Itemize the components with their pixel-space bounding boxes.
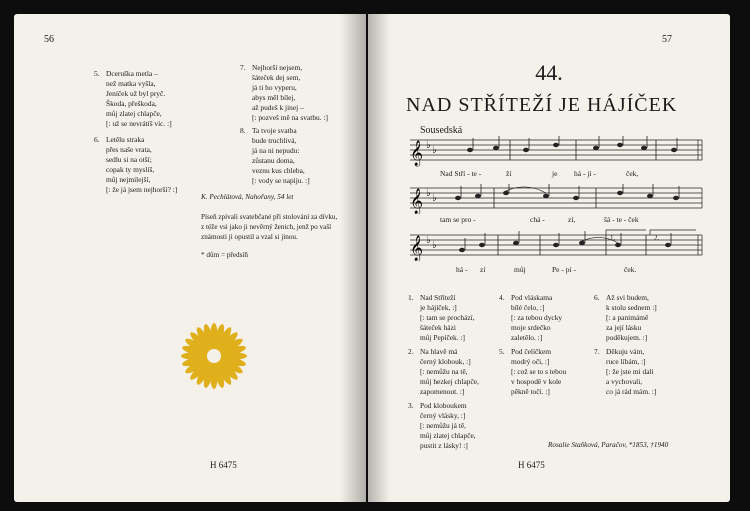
right-page: [368, 14, 730, 502]
lyric-1-5: ček,: [626, 169, 639, 178]
gutter-shadow: [368, 14, 390, 502]
stanza-4: 4. Pod vláskama bílé čelo, :] [: za tebou dycky moje srdečko zaletělo. :]: [499, 293, 563, 342]
page-number-left: 56: [44, 34, 54, 45]
lyric-2-1: tam se pro -: [440, 215, 476, 224]
svg-text:♭: ♭: [426, 140, 431, 151]
stanza-6: 6. Letělu straka přes naše vrata, sedlu si na otší; copak ty myslíš, můj nejmilejší, [: že já jsem nejhorší? :]: [94, 135, 178, 194]
stanza-1: 1. Nad Stříteží je hájíček, :] [: tam se prochází, šáteček házi můj Pepíček. :]: [408, 293, 475, 342]
svg-text:♭: ♭: [426, 188, 431, 199]
stanza-3: 3. Pod kloboukem černý vlásky, :] [: nemůžu já tě, můj zlatej chlapče, pustit z lásky! :]: [408, 401, 476, 450]
svg-text:♭: ♭: [426, 235, 431, 246]
music-staff-2: [406, 184, 706, 214]
music-staff-3: [406, 229, 706, 261]
tempo-marking: Sousedská: [420, 125, 463, 136]
stanza-6: 6. Až svi budem, k stolu sednem :] [: a panimámě za její lásku poděkujem. :]: [594, 293, 657, 342]
stanza-8: 8. Ta tvoje svatba bude truchlivá, já na ni nepudu: zůstanu doma, veznu kus chleba, [: vody se napiju. :]: [240, 126, 310, 185]
lyric-3-1: há -: [456, 265, 468, 274]
stanza-2: 2. Na hlavě má černý klobouk, :] [: nemůžu na tě, můj hezkej chlapče, zapomenout. :]: [408, 347, 479, 396]
volta-2: 2.: [654, 234, 660, 242]
gutter-shadow: [340, 14, 366, 502]
lyric-3-3: můj: [514, 265, 526, 274]
stanza-5: 5. Pod čelíčkem modrý oči, :] [: což se to s tebou v hospodě v kole pěkně točí. :]: [499, 347, 567, 396]
song-title: NAD STŘÍTEŽÍ JE HÁJÍČEK: [406, 94, 678, 116]
lyric-2-3: zí,: [568, 215, 576, 224]
svg-text:♭: ♭: [432, 145, 437, 156]
volta-1: 1.: [610, 234, 616, 242]
lyric-3-4: Pe - pí -: [552, 265, 576, 274]
treble-clef-icon: 𝄞: [410, 236, 424, 261]
stanza-5: 5. Dceruška metla – než matka vyšla, Jeníček už byl pryč. Škoda, přeškoda, můj zlatej chlapče, [: už se nevrátíš víc. :]: [94, 69, 172, 128]
page-number-right: 57: [662, 34, 672, 45]
footnote: * dům = předsíň: [201, 251, 248, 259]
source-attribution: Rosalie Staňková, Paračov, *1853, †1940: [548, 441, 669, 449]
footer-left: H 6475: [210, 460, 237, 470]
footer-right: H 6475: [518, 460, 545, 470]
source-attribution: K. Pechlátová, Nahořany, 54 let: [201, 193, 294, 201]
left-page: [14, 14, 366, 502]
treble-clef-icon: 𝄞: [410, 141, 424, 166]
lyric-1-2: ží: [506, 169, 512, 178]
flower-ornament: [179, 321, 249, 391]
lyric-3-5: ček.: [624, 265, 637, 274]
lyric-1-1: Nad Stří - te -: [440, 169, 482, 178]
svg-text:♭: ♭: [432, 240, 437, 251]
stanza-7: 7. Děkuju vám, ruce líbám, :] [: že jste mi dali a vychovali, co já rád mám. :]: [594, 347, 657, 396]
lyric-2-2: chá -: [530, 215, 545, 224]
lyric-1-4: há - jí -: [574, 169, 596, 178]
lyric-2-4: šá - te - ček: [604, 215, 639, 224]
lyric-3-2: zí: [480, 265, 486, 274]
music-staff-1: [406, 136, 706, 168]
stanza-7: 7. Nejhorší nejsem, šáteček dej sem, já ti ho vyperu, abys měl bílej, až pudeš k jinej – [: pozveš mě na svatbu. :]: [240, 63, 328, 122]
svg-text:♭: ♭: [432, 193, 437, 204]
treble-clef-icon: 𝄞: [410, 189, 424, 214]
song-note: Píseň zpívali svatebčané při stolování za dívku, z téže vsi jako ji nevěrný ženich, jenž po vaší známosti ji opustil a vzal si jinou.: [201, 213, 338, 241]
lyric-1-3: je: [552, 169, 558, 178]
song-number: 44.: [535, 60, 563, 85]
